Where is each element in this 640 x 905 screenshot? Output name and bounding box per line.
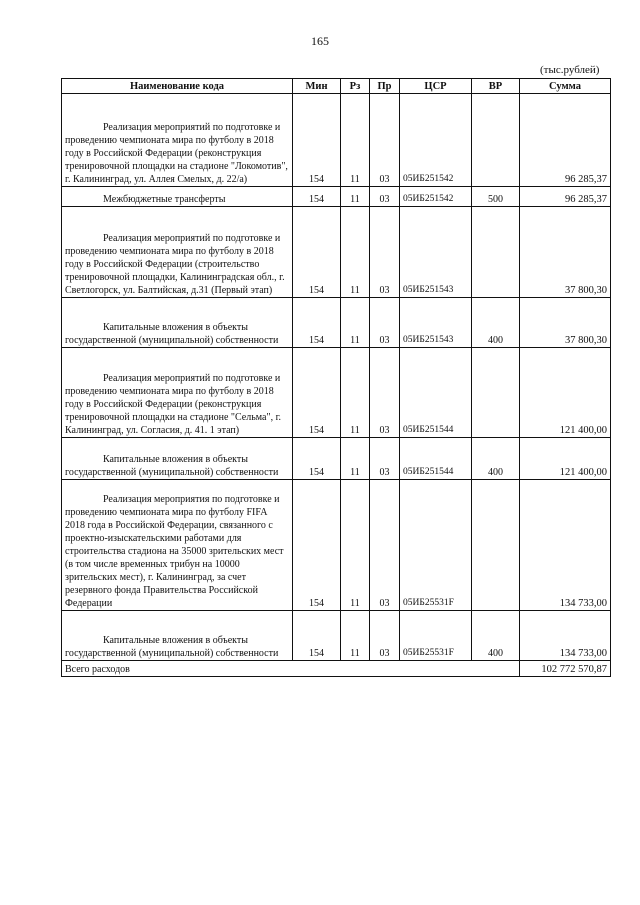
row-pr: 03 — [370, 298, 400, 348]
row-rz: 11 — [341, 611, 370, 661]
row-sum: 121 400,00 — [520, 348, 611, 438]
table-row — [62, 94, 611, 187]
row-csr: 05ИБ25531F — [400, 480, 472, 611]
header-min: Мин — [293, 79, 341, 94]
row-vr — [472, 207, 520, 298]
row-vr — [472, 480, 520, 611]
row-vr: 400 — [472, 611, 520, 661]
row-vr — [472, 94, 520, 187]
row-name-text: Межбюджетные трансферты — [103, 194, 226, 205]
table-row — [62, 207, 611, 298]
row-min: 154 — [293, 187, 341, 207]
table-row — [62, 348, 611, 438]
table-row — [62, 187, 611, 207]
row-pr: 03 — [370, 207, 400, 298]
row-csr: 05ИБ251542 — [400, 94, 472, 187]
total-sum: 102 772 570,87 — [520, 661, 611, 677]
row-pr: 03 — [370, 611, 400, 661]
row-sum: 37 800,30 — [520, 207, 611, 298]
budget-table — [61, 78, 611, 677]
row-min: 154 — [293, 94, 341, 187]
row-rz: 11 — [341, 438, 370, 480]
row-vr — [472, 348, 520, 438]
row-pr: 03 — [370, 94, 400, 187]
row-pr: 03 — [370, 438, 400, 480]
row-name — [62, 438, 293, 480]
header-rz: Рз — [341, 79, 370, 94]
row-name — [62, 207, 293, 298]
units-label: (тыс.рублей) — [540, 64, 600, 76]
row-name — [62, 611, 293, 661]
row-csr: 05ИБ251543 — [400, 207, 472, 298]
row-sum: 96 285,37 — [520, 94, 611, 187]
row-min: 154 — [293, 348, 341, 438]
row-name-text: Реализация мероприятий по подготовке и проведению чемпионата мира по футболу в 2018 году в Российской Федерации (реконструкция тренировочной площадки на стадионе "Сельма", г. Калининград, ул. Согласия, д. 41. 1 этап) — [65, 373, 282, 436]
row-sum: 37 800,30 — [520, 298, 611, 348]
row-vr: 500 — [472, 187, 520, 207]
row-min: 154 — [293, 207, 341, 298]
row-min: 154 — [293, 438, 341, 480]
row-vr: 400 — [472, 438, 520, 480]
row-name-text: Реализация мероприятий по подготовке и проведению чемпионата мира по футболу в 2018 году в Российской Федерации (строительство тренировочной площадки, Калининградская обл., г. Светлогорск, ул. Балтийская, д.31 (Первый этап) — [65, 233, 285, 296]
row-pr: 03 — [370, 480, 400, 611]
row-min: 154 — [293, 480, 341, 611]
row-sum: 134 733,00 — [520, 480, 611, 611]
table-row — [62, 438, 611, 480]
total-row — [62, 661, 611, 677]
row-name-text: Капитальные вложения в объекты государственной (муниципальной) собственности — [65, 322, 279, 346]
header-csr: ЦСР — [400, 79, 472, 94]
table-row — [62, 611, 611, 661]
row-csr: 05ИБ25531F — [400, 611, 472, 661]
header-sum: Сумма — [520, 79, 611, 94]
page-number: 165 — [311, 34, 329, 48]
row-pr: 03 — [370, 348, 400, 438]
header-vr: ВР — [472, 79, 520, 94]
row-rz: 11 — [341, 94, 370, 187]
row-sum: 134 733,00 — [520, 611, 611, 661]
row-name-text: Капитальные вложения в объекты государственной (муниципальной) собственности — [65, 635, 279, 659]
row-rz: 11 — [341, 298, 370, 348]
total-label: Всего расходов — [62, 661, 520, 677]
header-row — [62, 79, 611, 94]
row-pr: 03 — [370, 187, 400, 207]
row-rz: 11 — [341, 480, 370, 611]
row-sum: 96 285,37 — [520, 187, 611, 207]
row-min: 154 — [293, 298, 341, 348]
row-csr: 05ИБ251544 — [400, 348, 472, 438]
row-name — [62, 298, 293, 348]
row-rz: 11 — [341, 207, 370, 298]
row-min: 154 — [293, 611, 341, 661]
row-name — [62, 94, 293, 187]
row-name-text: Реализация мероприятия по подготовке и проведению чемпионата мира по футболу FIFA 2018 года в Российской Федерации, связанного с проектно-изыскательскими работами для строительства стадиона на 35000 зрительских мест (в том числе временных трибун на 10000 зрительских мест), г. Калининград, за счет резервного фонда Правительства Российской Федерации — [65, 494, 284, 609]
row-sum: 121 400,00 — [520, 438, 611, 480]
row-name — [62, 187, 293, 207]
row-csr: 05ИБ251542 — [400, 187, 472, 207]
row-csr: 05ИБ251543 — [400, 298, 472, 348]
table-row — [62, 480, 611, 611]
row-rz: 11 — [341, 187, 370, 207]
row-name-text: Реализация мероприятий по подготовке и проведению чемпионата мира по футболу в 2018 году в Российской Федерации (реконструкция тренировочной площадки на стадионе "Локомотив", г. Калининград, ул. Аллея Смелых, д. 22/а) — [65, 122, 288, 185]
table-row — [62, 298, 611, 348]
row-name — [62, 480, 293, 611]
row-vr: 400 — [472, 298, 520, 348]
header-pr: Пр — [370, 79, 400, 94]
row-name — [62, 348, 293, 438]
header-name: Наименование кода — [62, 79, 293, 94]
row-name-text: Капитальные вложения в объекты государственной (муниципальной) собственности — [65, 454, 279, 478]
row-rz: 11 — [341, 348, 370, 438]
row-csr: 05ИБ251544 — [400, 438, 472, 480]
